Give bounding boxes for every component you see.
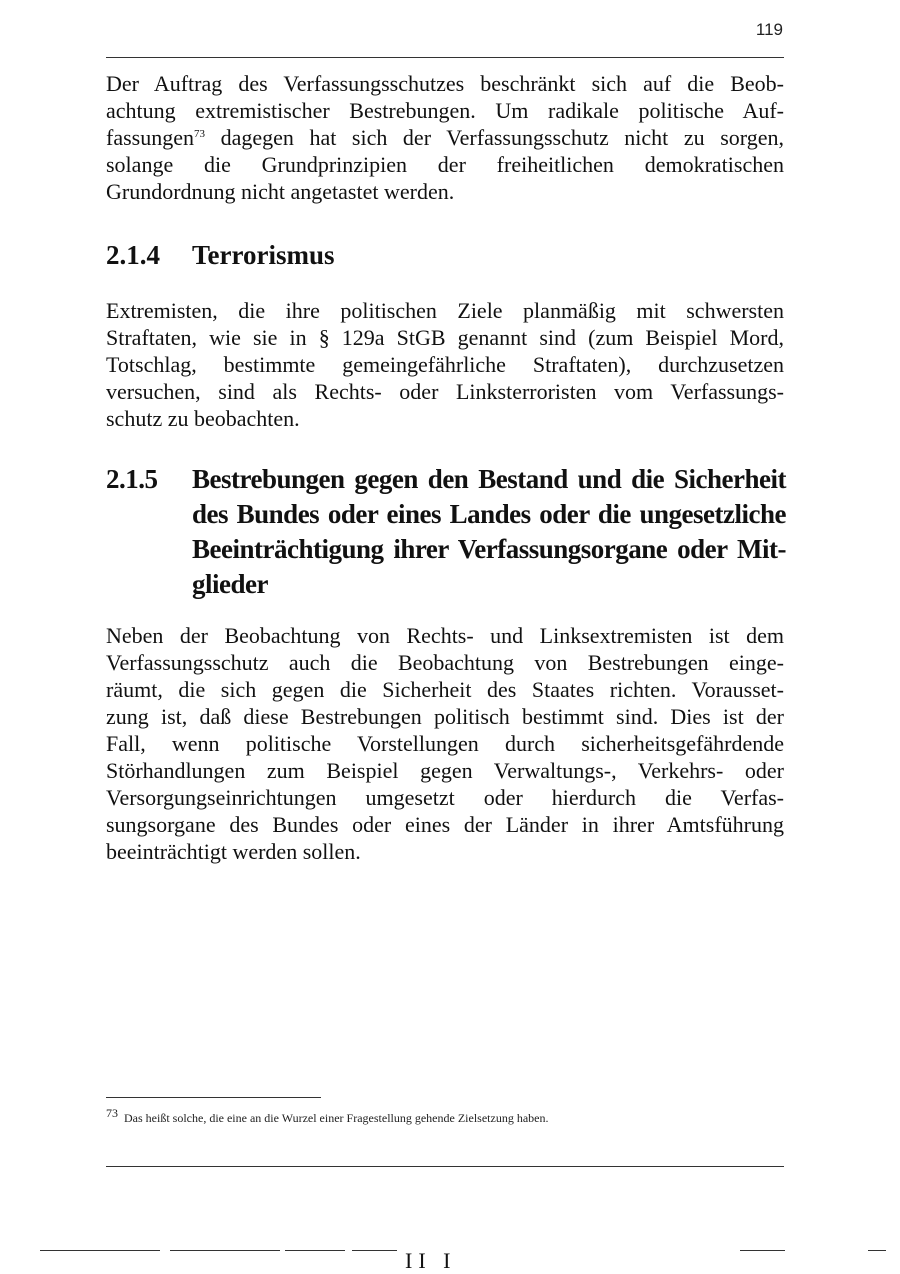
paragraph-2-line: versuchen, sind als Rechts- oder Linksterroristen vom Verfassungs-: [106, 379, 784, 404]
section-title-line: glieder: [192, 569, 268, 599]
footnote-reference: 73: [193, 128, 205, 140]
paragraph-1-line: Grundordnung nicht angetastet werden.: [106, 179, 455, 204]
section-title: [192, 462, 786, 602]
scan-edge-rule: [170, 1250, 280, 1251]
page-number: 119: [755, 20, 783, 39]
paragraph-3-line: Neben der Beobachtung von Rechts- und Linksextremisten ist dem: [106, 623, 784, 648]
paragraph-1-line-start: fassungen: [106, 125, 194, 150]
paragraph-1: [106, 70, 784, 205]
paragraph-2-line: Extremisten, die ihre politischen Ziele planmäßig mit schwersten: [106, 298, 784, 323]
paragraph-2: [106, 297, 784, 432]
scan-edge-rule: [40, 1250, 160, 1251]
paragraph-3-line: sungsorgane des Bundes oder eines der Länder in ihrer Amtsführung: [106, 812, 784, 837]
paragraph-3-line: räumt, die sich gegen die Sicherheit des Staates richten. Vorausset-: [106, 677, 784, 702]
section-title: Terrorismus: [192, 240, 335, 270]
paragraph-3: [106, 622, 784, 865]
section-number: 2.1.5: [106, 464, 158, 494]
paragraph-2-line: schutz zu beobachten.: [106, 406, 300, 431]
paragraph-3-line: Verfassungsschutz auch die Beobachtung von Bestrebungen einge-: [106, 650, 784, 675]
section-title-line: Beeinträchtigung ihrer Verfassungsorgane oder Mit-: [192, 534, 786, 564]
footer-rule: [106, 1166, 784, 1167]
paragraph-1-line: solange die Grundprinzipien der freiheitlichen demokratischen: [106, 152, 784, 177]
paragraph-3-line: beeinträchtigt werden sollen.: [106, 839, 361, 864]
scan-marks: II I: [405, 1248, 457, 1273]
section-heading-2-1-4: [106, 239, 335, 271]
paragraph-2-line: Straftaten, wie sie in § 129a StGB genannt sind (zum Beispiel Mord,: [106, 325, 784, 350]
section-number: 2.1.4: [106, 240, 160, 270]
header-rule: [106, 57, 784, 58]
footnote-separator: [106, 1097, 321, 1098]
paragraph-1-line: achtung extremistischer Bestrebungen. Um radikale politische Auf-: [106, 98, 784, 123]
paragraph-3-line: Störhandlungen zum Beispiel gegen Verwaltungs-, Verkehrs- oder: [106, 758, 784, 783]
scan-edge-rule: [285, 1250, 345, 1251]
section-title-line: Bestrebungen gegen den Bestand und die Sicherheit: [192, 464, 786, 494]
scan-edge-rule: [352, 1250, 397, 1251]
footnote-number: 73: [106, 1106, 118, 1120]
footnote: [106, 1106, 548, 1126]
paragraph-3-line: Fall, wenn politische Vorstellungen durch sicherheitsgefährdende: [106, 731, 784, 756]
footnote-text: Das heißt solche, die eine an die Wurzel einer Fragestellung gehende Zielsetzung haben.: [124, 1111, 549, 1125]
paragraph-1-line: Der Auftrag des Verfassungsschutzes beschränkt sich auf die Beob-: [106, 71, 784, 96]
paragraph-1-line-rest: dagegen hat sich der Verfassungsschutz nicht zu sorgen,: [204, 125, 784, 150]
scan-edge-rule: [740, 1250, 785, 1251]
paragraph-3-line: zung ist, daß diese Bestrebungen politisch bestimmt sind. Dies ist der: [106, 704, 784, 729]
section-title-line: des Bundes oder eines Landes oder die ungesetzliche: [192, 499, 786, 529]
scan-edge-rule: [868, 1250, 886, 1251]
paragraph-2-line: Totschlag, bestimmte gemeingefährliche Straftaten), durchzusetzen: [106, 352, 784, 377]
paragraph-1-line: [106, 124, 784, 151]
paragraph-3-line: Versorgungseinrichtungen umgesetzt oder hierdurch die Verfas-: [106, 785, 784, 810]
